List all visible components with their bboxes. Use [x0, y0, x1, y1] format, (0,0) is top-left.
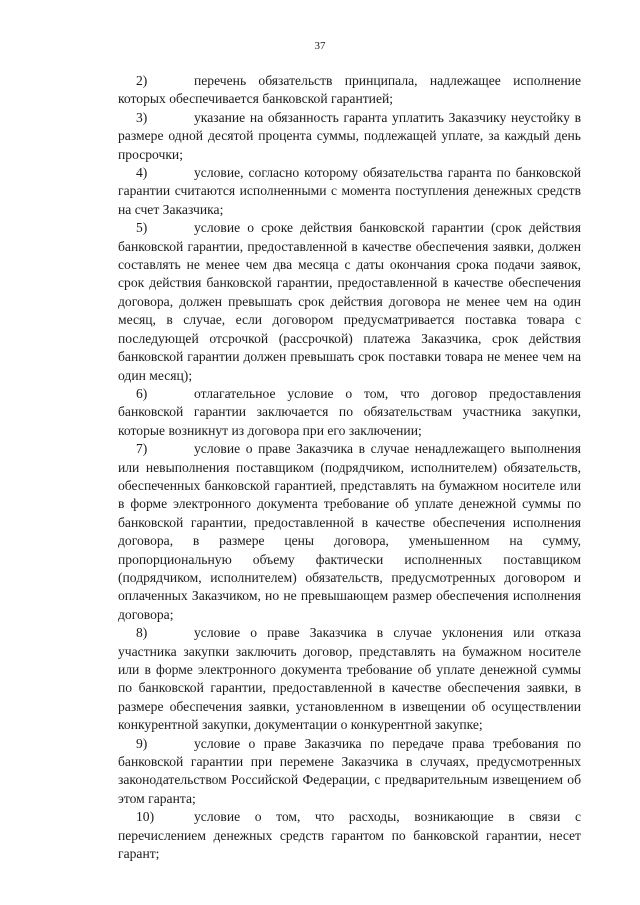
document-body: [118, 72, 581, 863]
list-item: [118, 624, 581, 734]
item-text: отлагательное условие о том, что договор предоставления банковской гарантии заключается по обязательствам участника закупки, которые возникнут из договора при его заключении;: [118, 385, 581, 438]
item-number: 6): [136, 385, 148, 401]
item-number: 2): [136, 73, 148, 88]
list-item: [118, 440, 581, 624]
item-text: условие о праве Заказчика в случае уклонения или отказа участника закупки заключить договор, представлять на бумажном носителе или в форме электронного документа требование об уплате денежной суммы по банковской гарантии, предоставленной в качестве обеспечения заявки, в размере обеспечения заявки, установленном в извещении об осуществлении конкурентной закупки, документации о конкурентной закупке;: [118, 625, 581, 733]
item-number: 8): [136, 625, 148, 641]
item-text: условие о праве Заказчика по передаче права требования по банковской гарантии при перемене Заказчика в случаях, предусмотренных законодательством Российской Федерации, с предварительным извещением об этом гаранта;: [118, 735, 581, 806]
list-item: [118, 385, 581, 440]
item-text: условие о сроке действия банковской гарантии (срок действия банковской гарантии, предоставленной в качестве обеспечения заявки, должен составлять не менее чем два месяца с даты окончания срока подачи заявок, срок действия банковской гарантии, предоставленной в качестве обеспечения договора, должен превышать срок действия договора не менее чем на один месяц, в случае, если договором предусматривается поставка товара с последующей отсрочкой (рассрочкой) платежа Заказчика, срок действия банковской гарантии должен превышать срок поставки товара не менее чем на один месяц);: [118, 220, 581, 383]
item-text: перечень обязательств принципала, надлежащее исполнение которых обеспечивается банковской гарантией;: [118, 73, 581, 107]
item-number: 10): [136, 809, 155, 825]
list-item: [118, 735, 581, 809]
item-number: 7): [136, 441, 148, 457]
item-text: условие, согласно которому обязательства гаранта по банковской гарантии считаются исполненными с момента поступления денежных средств на счет Заказчика;: [118, 165, 581, 217]
item-text: условие о праве Заказчика в случае ненадлежащего выполнения или невыполнения поставщиком (подрядчиком, исполнителем) обязательств, обеспеченных банковской гарантией, представлять на бумажном носителе или в форме электронного документа требование об уплате денежной суммы по банковской гарантии, предоставленной в качестве обеспечения исполнения договора, в размере цены договора, уменьшенном на сумму, пропорциональную объему фактически исполненных поставщиком (подрядчиком, исполнителем) обязательств, предусмотренных договором и оплаченных Заказчиком, но не превышающем размер обеспечения исполнения договора;: [118, 441, 581, 622]
item-number: 4): [136, 165, 148, 181]
list-item: [118, 808, 581, 863]
item-text: указание на обязанность гаранта уплатить Заказчику неустойку в размере одной десятой процента суммы, подлежащей уплате, за каждый день просрочки;: [118, 109, 581, 162]
list-item: [118, 219, 581, 385]
list-item: [118, 72, 581, 109]
list-item: [118, 164, 581, 219]
item-number: 9): [136, 735, 148, 751]
list-item: [118, 109, 581, 164]
page-number: 37: [314, 40, 326, 52]
item-number: 5): [136, 220, 148, 236]
item-number: 3): [136, 109, 148, 125]
item-text: условие о том, что расходы, возникающие в связи с перечислением денежных средств гарантом по банковской гарантии, несет гарант;: [118, 809, 581, 862]
